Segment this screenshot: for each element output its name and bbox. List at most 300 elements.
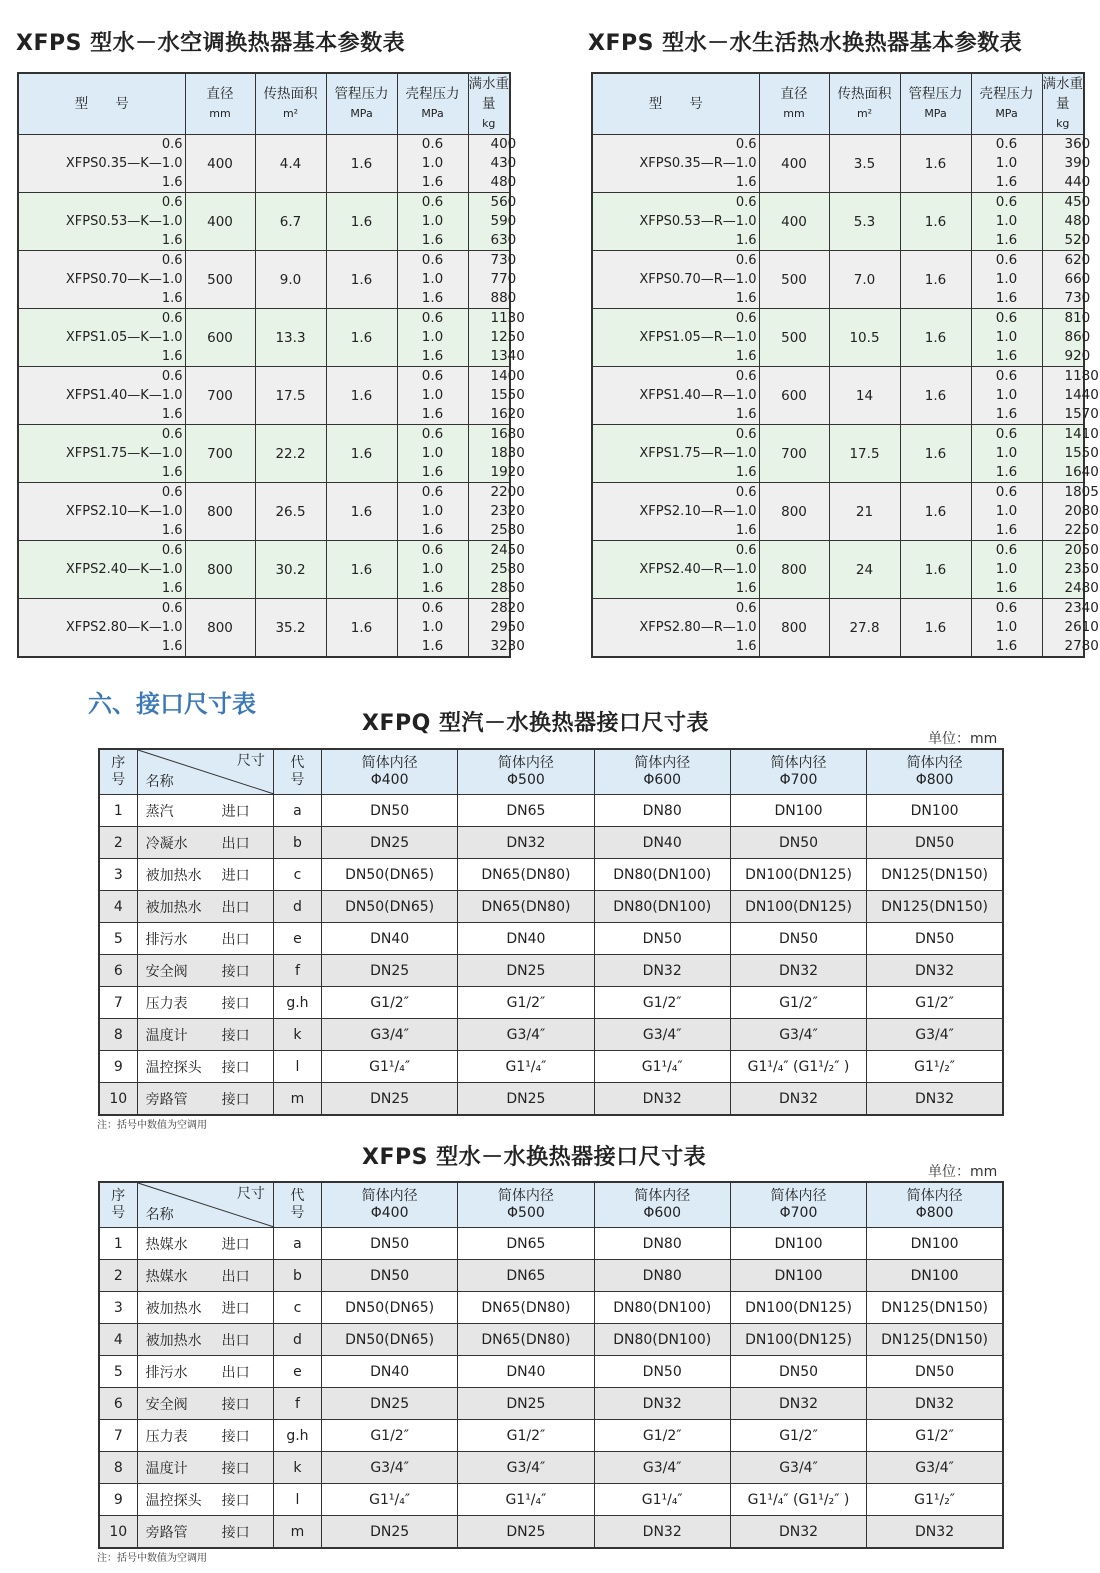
table-row <box>592 193 1084 251</box>
size-cell: DN80(DN100) <box>594 891 730 923</box>
size-cell: G1/2″ <box>321 987 457 1019</box>
weight-value: 2080 <box>1064 503 1099 519</box>
model-name: XFPS2.80—K—1.0 <box>65 620 183 635</box>
size-cell: DN80(DN100) <box>594 1324 730 1356</box>
medium-name: 压力表 <box>145 995 188 1012</box>
diameter-col-label: 简体内径 <box>770 755 827 771</box>
size-cell: G1¹/₄″ <box>321 1484 457 1516</box>
size-cell: DN100 <box>867 1260 1003 1292</box>
model-pressure-high: 1.6 <box>161 233 183 248</box>
size-cell: DN32 <box>730 955 866 987</box>
tube-pressure-header-unit: MPa <box>350 107 373 120</box>
table-row <box>99 891 1003 923</box>
weight-cell <box>1042 483 1099 541</box>
diameter-cell: 600 <box>185 309 255 367</box>
model-header <box>592 73 759 135</box>
area-cell: 27.8 <box>829 599 900 658</box>
port-type: 接口 <box>221 1428 250 1445</box>
weight-cell <box>1042 425 1099 483</box>
shell-pressure-value: 0.6 <box>421 484 444 500</box>
shell-pressure-cell <box>971 483 1042 541</box>
shell-pressure-value: 0.6 <box>995 484 1018 500</box>
model-header-label: 型 号 <box>74 96 129 112</box>
size-cell: G1/2″ <box>867 987 1003 1019</box>
size-cell: G3/4″ <box>867 1019 1003 1051</box>
shell-pressure-value: 0.6 <box>995 310 1018 326</box>
table-row <box>99 923 1003 955</box>
table-row <box>99 1356 1003 1388</box>
size-cell: G3/4″ <box>321 1452 457 1484</box>
weight-value: 620 <box>1064 252 1091 268</box>
weight-value: 860 <box>1064 329 1091 345</box>
size-cell: G1¹/₄″ (G1¹/₂″ ) <box>730 1051 866 1083</box>
weight-cell <box>468 309 525 367</box>
diameter-col-value: Φ600 <box>643 1205 682 1221</box>
area-header-label: 传热面积 <box>837 86 892 102</box>
weight-cell <box>1042 367 1099 425</box>
shell-pressure-value: 1.0 <box>995 445 1018 461</box>
shell-pressure-value: 1.0 <box>421 213 444 229</box>
table-row <box>99 1516 1003 1549</box>
weight-value: 2340 <box>1064 600 1099 616</box>
model-pressure-high: 1.6 <box>735 581 757 596</box>
steam-conn-note: 注：括号中数值为空调用 <box>97 1120 207 1131</box>
shell-pressure-value: 0.6 <box>421 368 444 384</box>
size-cell: G1¹/₂″ <box>867 1484 1003 1516</box>
shell-pressure-cell <box>971 135 1042 193</box>
water-conn-title: XFPS 型水－水换热器接口尺寸表 <box>362 1145 707 1170</box>
shell-pressure-cell <box>397 483 468 541</box>
shell-pressure-value: 1.0 <box>421 503 444 519</box>
size-cell: DN100 <box>730 1260 866 1292</box>
weight-header <box>468 73 510 135</box>
diameter-header-label: 直径 <box>780 86 808 102</box>
weight-value: 560 <box>490 194 517 210</box>
weight-value: 2480 <box>1064 580 1099 596</box>
weight-header <box>1042 73 1084 135</box>
shell-pressure-value: 0.6 <box>995 426 1018 442</box>
weight-value: 2050 <box>1064 542 1099 558</box>
diameter-col-value: Φ400 <box>370 772 409 788</box>
weight-value: 1830 <box>490 445 525 461</box>
weight-value: 3230 <box>490 638 525 654</box>
seq-cell: 9 <box>99 1484 137 1516</box>
code-header <box>273 749 321 795</box>
shell-pressure-cell <box>971 367 1042 425</box>
weight-header-label: 满水重量 <box>468 76 509 112</box>
table-row <box>99 1292 1003 1324</box>
size-cell: G1/2″ <box>458 987 594 1019</box>
size-cell: DN100 <box>730 795 866 827</box>
size-cell: G1¹/₄″ <box>594 1051 730 1083</box>
model-pressure-high: 1.6 <box>735 233 757 248</box>
size-cell: DN25 <box>458 1388 594 1420</box>
size-cell: DN50 <box>730 827 866 859</box>
model-name: XFPS2.10—K—1.0 <box>65 504 183 519</box>
weight-value: 880 <box>490 290 517 306</box>
diameter-cell: 600 <box>759 367 829 425</box>
tube-pressure-header <box>900 73 971 135</box>
weight-cell <box>1042 541 1099 599</box>
port-type: 出口 <box>221 899 250 916</box>
weight-value: 660 <box>1064 271 1091 287</box>
size-cell: DN65 <box>458 795 594 827</box>
size-cell: DN100(DN125) <box>730 1324 866 1356</box>
size-cell: DN32 <box>730 1388 866 1420</box>
weight-value: 1180 <box>1064 368 1099 384</box>
size-cell: DN65 <box>458 1228 594 1260</box>
size-cell: DN40 <box>458 923 594 955</box>
model-pressure-high: 1.6 <box>735 523 757 538</box>
table-row <box>99 955 1003 987</box>
size-header: 尺寸 <box>236 1186 265 1202</box>
shell-pressure-header <box>397 73 468 135</box>
name-cell <box>137 1516 273 1549</box>
shell-pressure-value: 1.0 <box>995 271 1018 287</box>
shell-pressure-value: 1.0 <box>995 329 1018 345</box>
shell-pressure-value: 0.6 <box>421 426 444 442</box>
area-cell: 35.2 <box>255 599 326 658</box>
seq-cell: 5 <box>99 1356 137 1388</box>
size-cell: G1¹/₄″ <box>458 1051 594 1083</box>
hw-params-table <box>591 72 1099 658</box>
table-row <box>18 425 510 483</box>
size-cell: G1/2″ <box>730 987 866 1019</box>
size-cell: G1/2″ <box>730 1420 866 1452</box>
model-cell <box>592 135 759 193</box>
name-header: 名称 <box>145 774 174 790</box>
code-cell: m <box>273 1083 321 1116</box>
shell-pressure-cell <box>971 251 1042 309</box>
model-name: XFPS0.70—R—1.0 <box>639 272 757 287</box>
seq-cell: 5 <box>99 923 137 955</box>
model-pressure-high: 1.6 <box>735 349 757 364</box>
tube-pressure-cell: 1.6 <box>900 541 971 599</box>
weight-value: 1550 <box>1064 445 1099 461</box>
model-pressure-high: 1.6 <box>161 581 183 596</box>
seq-cell: 6 <box>99 955 137 987</box>
medium-name: 被加热水 <box>145 1300 202 1317</box>
diameter-cell: 800 <box>185 599 255 658</box>
model-cell <box>592 193 759 251</box>
weight-value: 1340 <box>490 348 525 364</box>
diameter-col-label: 简体内径 <box>497 1188 554 1204</box>
name-cell <box>137 923 273 955</box>
area-header <box>829 73 900 135</box>
size-cell: DN32 <box>594 1388 730 1420</box>
seq-cell: 2 <box>99 827 137 859</box>
size-cell: DN50 <box>321 1228 457 1260</box>
name-cell <box>137 987 273 1019</box>
model-pressure-high: 1.6 <box>735 407 757 422</box>
model-name: XFPS1.05—K—1.0 <box>65 330 183 345</box>
port-type: 出口 <box>221 1364 250 1381</box>
size-cell: DN25 <box>321 1388 457 1420</box>
weight-value: 2580 <box>490 522 525 538</box>
model-pressure-low: 0.6 <box>735 311 757 326</box>
size-cell: G1¹/₄″ <box>458 1484 594 1516</box>
model-pressure-low: 0.6 <box>735 427 757 442</box>
port-type: 进口 <box>221 867 250 884</box>
size-cell: DN50 <box>730 1356 866 1388</box>
table-row <box>99 859 1003 891</box>
model-cell <box>18 135 185 193</box>
medium-name: 温控探头 <box>145 1492 202 1509</box>
size-cell: G1¹/₄″ <box>594 1484 730 1516</box>
code-cell: e <box>273 923 321 955</box>
weight-value: 440 <box>1064 174 1091 190</box>
model-pressure-high: 1.6 <box>735 175 757 190</box>
diameter-col-header <box>458 749 594 795</box>
diameter-col-label: 简体内径 <box>361 755 418 771</box>
weight-cell <box>1042 193 1091 251</box>
diameter-header-unit: mm <box>783 107 805 120</box>
shell-pressure-value: 0.6 <box>995 600 1018 616</box>
shell-pressure-cell <box>397 309 468 367</box>
medium-name: 安全阀 <box>145 1396 188 1413</box>
model-cell <box>18 193 185 251</box>
size-cell: DN80(DN100) <box>594 1292 730 1324</box>
area-cell: 14 <box>829 367 900 425</box>
size-cell: DN40 <box>321 923 457 955</box>
code-cell: b <box>273 1260 321 1292</box>
shell-pressure-value: 0.6 <box>995 252 1018 268</box>
name-header: 名称 <box>145 1207 174 1223</box>
model-name: XFPS0.35—R—1.0 <box>639 156 757 171</box>
weight-value: 2200 <box>490 484 525 500</box>
tube-pressure-cell: 1.6 <box>326 135 397 193</box>
weight-value: 2250 <box>1064 522 1099 538</box>
header-row <box>99 1182 1003 1228</box>
area-cell: 24 <box>829 541 900 599</box>
size-cell: G3/4″ <box>458 1452 594 1484</box>
model-pressure-high: 1.6 <box>161 639 183 654</box>
diameter-col-header <box>594 749 730 795</box>
shell-pressure-value: 1.6 <box>995 580 1018 596</box>
model-pressure-low: 0.6 <box>161 601 183 616</box>
name-cell <box>137 827 273 859</box>
tube-pressure-header <box>326 73 397 135</box>
seq-cell: 9 <box>99 1051 137 1083</box>
port-type: 进口 <box>221 1236 250 1253</box>
weight-cell <box>1042 135 1091 193</box>
diameter-cell: 700 <box>185 425 255 483</box>
table-row <box>99 1420 1003 1452</box>
size-cell: DN100 <box>730 1228 866 1260</box>
port-type: 接口 <box>221 1027 250 1044</box>
seq-cell: 3 <box>99 859 137 891</box>
size-cell: DN100(DN125) <box>730 891 866 923</box>
shell-pressure-header-label: 壳程压力 <box>979 86 1034 102</box>
area-cell: 17.5 <box>255 367 326 425</box>
size-cell: DN32 <box>594 1083 730 1116</box>
size-cell: DN100(DN125) <box>730 859 866 891</box>
code-cell: d <box>273 1324 321 1356</box>
diameter-col-header <box>458 1182 594 1228</box>
shell-pressure-cell <box>397 251 468 309</box>
diameter-cell: 400 <box>759 135 829 193</box>
size-cell: G1¹/₄″ <box>321 1051 457 1083</box>
size-cell: DN32 <box>594 955 730 987</box>
size-cell: DN50 <box>594 923 730 955</box>
diameter-cell: 500 <box>759 251 829 309</box>
steam-conn-title: XFPQ 型汽－水换热器接口尺寸表 <box>362 711 709 736</box>
table-row <box>99 1260 1003 1292</box>
water-conn-unit: 单位：mm <box>928 1164 998 1180</box>
tube-pressure-cell: 1.6 <box>326 367 397 425</box>
model-pressure-low: 0.6 <box>161 369 183 384</box>
weight-value: 1640 <box>1064 464 1099 480</box>
diameter-cell: 800 <box>185 483 255 541</box>
shell-pressure-value: 1.6 <box>421 522 444 538</box>
medium-name: 被加热水 <box>145 867 202 884</box>
weight-value: 390 <box>1064 155 1091 171</box>
model-pressure-low: 0.6 <box>735 485 757 500</box>
seq-header-a: 序 <box>111 755 126 771</box>
area-cell: 30.2 <box>255 541 326 599</box>
diameter-col-value: Φ500 <box>507 772 545 788</box>
area-header-unit: m² <box>282 107 299 120</box>
weight-value: 770 <box>490 271 517 287</box>
model-pressure-high: 1.6 <box>161 291 183 306</box>
diameter-cell: 800 <box>759 541 829 599</box>
table-row <box>99 1484 1003 1516</box>
size-cell: DN50(DN65) <box>321 859 457 891</box>
table-row <box>592 599 1084 658</box>
size-cell: G1¹/₄″ (G1¹/₂″ ) <box>730 1484 866 1516</box>
steam-conn-table <box>98 748 1004 1116</box>
medium-name: 温度计 <box>145 1460 188 1477</box>
shell-pressure-cell <box>397 541 468 599</box>
area-cell: 4.4 <box>255 135 326 193</box>
model-pressure-low: 0.6 <box>735 543 757 558</box>
header-row <box>18 73 510 135</box>
diameter-col-value: Φ500 <box>507 1205 545 1221</box>
weight-value: 1570 <box>1064 406 1099 422</box>
diameter-cell: 400 <box>185 135 255 193</box>
weight-value: 1410 <box>1064 426 1099 442</box>
table-row <box>99 1324 1003 1356</box>
diameter-col-header <box>321 1182 457 1228</box>
size-cell: DN32 <box>730 1083 866 1116</box>
diameter-col-header <box>594 1182 730 1228</box>
shell-pressure-cell <box>397 425 468 483</box>
model-cell <box>592 541 759 599</box>
shell-pressure-value: 0.6 <box>421 252 444 268</box>
table-row <box>99 1083 1003 1116</box>
water-conn-note: 注：括号中数值为空调用 <box>97 1553 207 1564</box>
size-cell: G1/2″ <box>594 987 730 1019</box>
weight-header-unit: kg <box>1056 117 1070 130</box>
shell-pressure-cell <box>971 425 1042 483</box>
model-cell <box>592 483 759 541</box>
table-row <box>18 599 510 658</box>
weight-value: 2780 <box>1064 638 1099 654</box>
table-row <box>592 251 1084 309</box>
size-cell: DN32 <box>458 827 594 859</box>
code-cell: a <box>273 795 321 827</box>
model-name: XFPS1.75—R—1.0 <box>639 446 757 461</box>
model-cell <box>18 541 185 599</box>
weight-cell <box>1042 251 1091 309</box>
port-type: 进口 <box>221 1300 250 1317</box>
model-name: XFPS1.40—R—1.0 <box>639 388 757 403</box>
name-cell <box>137 1420 273 1452</box>
table-row <box>99 1228 1003 1260</box>
shell-pressure-value: 0.6 <box>421 310 444 326</box>
diameter-header-label: 直径 <box>206 86 234 102</box>
weight-cell <box>1042 599 1099 658</box>
tube-pressure-cell: 1.6 <box>326 483 397 541</box>
medium-name: 被加热水 <box>145 1332 202 1349</box>
size-cell: DN25 <box>458 1083 594 1116</box>
size-cell: DN65(DN80) <box>458 859 594 891</box>
weight-value: 1130 <box>490 310 525 326</box>
weight-cell <box>468 599 525 658</box>
diameter-cell: 500 <box>759 309 829 367</box>
tube-pressure-header-label: 管程压力 <box>334 86 389 102</box>
name-cell <box>137 1019 273 1051</box>
model-name: XFPS1.40—K—1.0 <box>65 388 183 403</box>
diameter-cell: 800 <box>185 541 255 599</box>
model-pressure-low: 0.6 <box>161 485 183 500</box>
model-pressure-low: 0.6 <box>161 137 183 152</box>
size-cell: G1/2″ <box>458 1420 594 1452</box>
shell-pressure-cell <box>397 367 468 425</box>
seq-cell: 7 <box>99 987 137 1019</box>
tube-pressure-cell: 1.6 <box>326 425 397 483</box>
medium-name: 排污水 <box>145 931 188 948</box>
section-title: 六、接口尺寸表 <box>88 690 256 718</box>
shell-pressure-header-label: 壳程压力 <box>405 86 460 102</box>
weight-value: 1680 <box>490 426 525 442</box>
name-cell <box>137 1083 273 1116</box>
port-type: 接口 <box>221 1524 250 1541</box>
shell-pressure-cell <box>397 599 468 658</box>
medium-name: 旁路管 <box>145 1091 188 1108</box>
model-cell <box>18 367 185 425</box>
seq-cell: 8 <box>99 1019 137 1051</box>
name-cell <box>137 955 273 987</box>
size-cell: DN50 <box>321 795 457 827</box>
shell-pressure-value: 0.6 <box>421 542 444 558</box>
model-pressure-low: 0.6 <box>161 253 183 268</box>
model-cell <box>592 425 759 483</box>
seq-cell: 3 <box>99 1292 137 1324</box>
shell-pressure-value: 1.0 <box>421 387 444 403</box>
weight-cell <box>468 541 525 599</box>
tube-pressure-cell: 1.6 <box>900 135 971 193</box>
size-cell: DN32 <box>867 1388 1003 1420</box>
shell-pressure-cell <box>397 135 468 193</box>
model-pressure-high: 1.6 <box>161 523 183 538</box>
model-cell <box>18 483 185 541</box>
size-cell: DN32 <box>730 1516 866 1549</box>
port-type: 接口 <box>221 995 250 1012</box>
seq-cell: 8 <box>99 1452 137 1484</box>
code-cell: g.h <box>273 987 321 1019</box>
size-cell: G3/4″ <box>867 1452 1003 1484</box>
weight-value: 400 <box>490 136 517 152</box>
size-cell: DN80 <box>594 1260 730 1292</box>
code-cell: f <box>273 955 321 987</box>
seq-cell: 10 <box>99 1516 137 1549</box>
seq-header <box>99 1182 137 1228</box>
size-cell: DN25 <box>321 1083 457 1116</box>
size-cell: DN32 <box>594 1516 730 1549</box>
size-cell: DN100 <box>867 1228 1003 1260</box>
code-header-b: 号 <box>290 772 305 788</box>
